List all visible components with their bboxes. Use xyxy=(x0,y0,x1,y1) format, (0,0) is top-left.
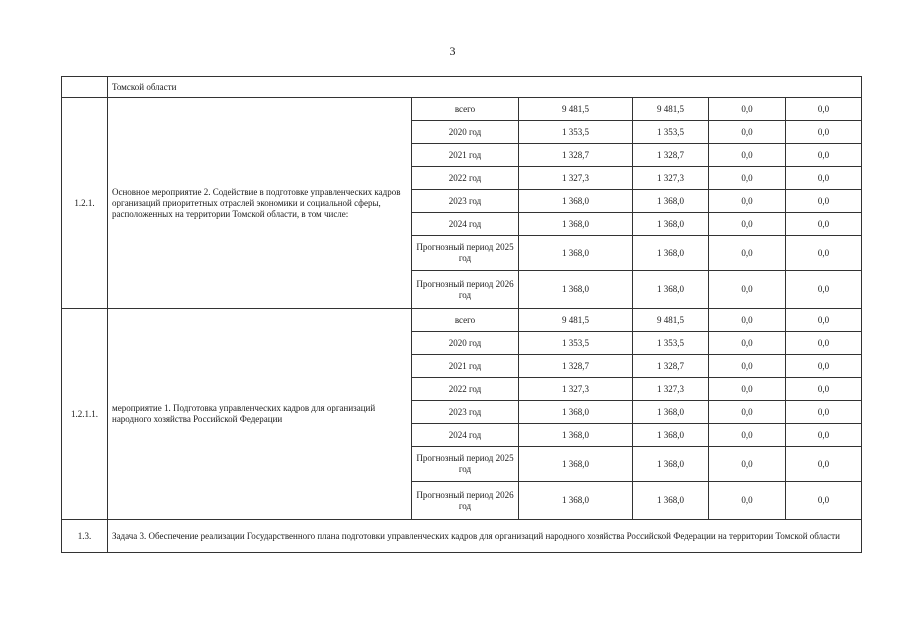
value-cell: 0,0 xyxy=(786,271,862,309)
value-cell: 1 353,5 xyxy=(633,332,709,355)
value-cell: 0,0 xyxy=(709,378,786,401)
activity-title: мероприятие 1. Подготовка управленческих кадров для организаций народного хозяйства Российской Федерации xyxy=(108,309,412,520)
value-total-cell: 1 327,3 xyxy=(519,167,633,190)
value-cell: 1 368,0 xyxy=(633,190,709,213)
value-cell: 0,0 xyxy=(709,167,786,190)
value-total-cell: 1 368,0 xyxy=(519,401,633,424)
value-cell: 0,0 xyxy=(709,447,786,482)
task-text: Задача 3. Обеспечение реализации Государственного плана подготовки управленческих кадров для организаций народного хозяйства Российской Федерации на территории Томской области xyxy=(108,520,862,553)
period-cell: 2022 год xyxy=(412,167,519,190)
period-cell: Прогнозный период 2026 год xyxy=(412,271,519,309)
value-cell: 1 328,7 xyxy=(633,355,709,378)
value-cell: 0,0 xyxy=(786,309,862,332)
period-cell: всего xyxy=(412,309,519,332)
value-total-cell: 1 328,7 xyxy=(519,144,633,167)
value-cell: 0,0 xyxy=(709,355,786,378)
period-cell: 2023 год xyxy=(412,190,519,213)
row-number: 1.2.1. xyxy=(62,98,108,309)
activity-title: Основное мероприятие 2. Содействие в подготовке управленческих кадров организаций приоритетных отраслей экономики и социальной сферы, расположенных на территории Томской области, в том числе: xyxy=(108,98,412,309)
value-cell: 0,0 xyxy=(786,401,862,424)
value-cell: 0,0 xyxy=(786,236,862,271)
value-cell: 1 353,5 xyxy=(633,121,709,144)
value-cell: 0,0 xyxy=(786,190,862,213)
value-cell: 0,0 xyxy=(709,271,786,309)
value-total-cell: 1 368,0 xyxy=(519,424,633,447)
period-cell: 2021 год xyxy=(412,144,519,167)
value-cell: 1 328,7 xyxy=(633,144,709,167)
value-total-cell: 9 481,5 xyxy=(519,98,633,121)
value-cell: 9 481,5 xyxy=(633,98,709,121)
value-cell: 0,0 xyxy=(709,424,786,447)
value-cell: 1 327,3 xyxy=(633,378,709,401)
value-cell: 1 368,0 xyxy=(633,271,709,309)
value-cell: 0,0 xyxy=(709,236,786,271)
value-total-cell: 1 368,0 xyxy=(519,213,633,236)
period-cell: 2022 год xyxy=(412,378,519,401)
value-cell: 0,0 xyxy=(786,213,862,236)
value-cell: 1 368,0 xyxy=(633,424,709,447)
value-cell: 1 368,0 xyxy=(633,401,709,424)
period-cell: 2020 год xyxy=(412,121,519,144)
value-cell: 1 368,0 xyxy=(633,482,709,520)
period-cell: 2020 год xyxy=(412,332,519,355)
continuation-text: Томской области xyxy=(108,77,862,98)
value-total-cell: 1 353,5 xyxy=(519,332,633,355)
table-row xyxy=(62,98,862,121)
row-number-cell xyxy=(62,77,108,98)
value-cell: 1 368,0 xyxy=(633,236,709,271)
value-total-cell: 9 481,5 xyxy=(519,309,633,332)
period-cell: всего xyxy=(412,98,519,121)
value-cell: 0,0 xyxy=(786,482,862,520)
value-cell: 0,0 xyxy=(786,332,862,355)
value-cell: 0,0 xyxy=(709,482,786,520)
value-cell: 0,0 xyxy=(786,447,862,482)
value-cell: 0,0 xyxy=(786,355,862,378)
value-cell: 0,0 xyxy=(786,424,862,447)
value-cell: 0,0 xyxy=(709,144,786,167)
table-row xyxy=(62,309,862,332)
period-cell: 2024 год xyxy=(412,213,519,236)
value-total-cell: 1 353,5 xyxy=(519,121,633,144)
value-cell: 0,0 xyxy=(786,121,862,144)
period-cell: 2023 год xyxy=(412,401,519,424)
value-total-cell: 1 328,7 xyxy=(519,355,633,378)
value-cell: 0,0 xyxy=(786,378,862,401)
value-total-cell: 1 368,0 xyxy=(519,236,633,271)
value-total-cell: 1 368,0 xyxy=(519,482,633,520)
value-total-cell: 1 368,0 xyxy=(519,447,633,482)
value-cell: 0,0 xyxy=(709,190,786,213)
value-total-cell: 1 327,3 xyxy=(519,378,633,401)
page-number: 3 xyxy=(449,44,456,58)
period-cell: 2024 год xyxy=(412,424,519,447)
value-cell: 0,0 xyxy=(709,401,786,424)
period-cell: Прогнозный период 2026 год xyxy=(412,482,519,520)
value-cell: 0,0 xyxy=(786,167,862,190)
value-total-cell: 1 368,0 xyxy=(519,271,633,309)
row-number: 1.2.1.1. xyxy=(62,309,108,520)
value-cell: 0,0 xyxy=(709,98,786,121)
value-cell: 0,0 xyxy=(709,121,786,144)
value-cell: 0,0 xyxy=(709,309,786,332)
value-cell: 9 481,5 xyxy=(633,309,709,332)
value-cell: 1 368,0 xyxy=(633,447,709,482)
period-cell: Прогнозный период 2025 год xyxy=(412,236,519,271)
value-total-cell: 1 368,0 xyxy=(519,190,633,213)
financing-table xyxy=(61,76,862,553)
value-cell: 1 368,0 xyxy=(633,213,709,236)
value-cell: 0,0 xyxy=(709,332,786,355)
table-row-task xyxy=(62,520,862,553)
row-number: 1.3. xyxy=(62,520,108,553)
period-cell: 2021 год xyxy=(412,355,519,378)
value-cell: 0,0 xyxy=(786,98,862,121)
table-row-continuation xyxy=(62,77,862,98)
value-cell: 1 327,3 xyxy=(633,167,709,190)
value-cell: 0,0 xyxy=(786,144,862,167)
period-cell: Прогнозный период 2025 год xyxy=(412,447,519,482)
value-cell: 0,0 xyxy=(709,213,786,236)
